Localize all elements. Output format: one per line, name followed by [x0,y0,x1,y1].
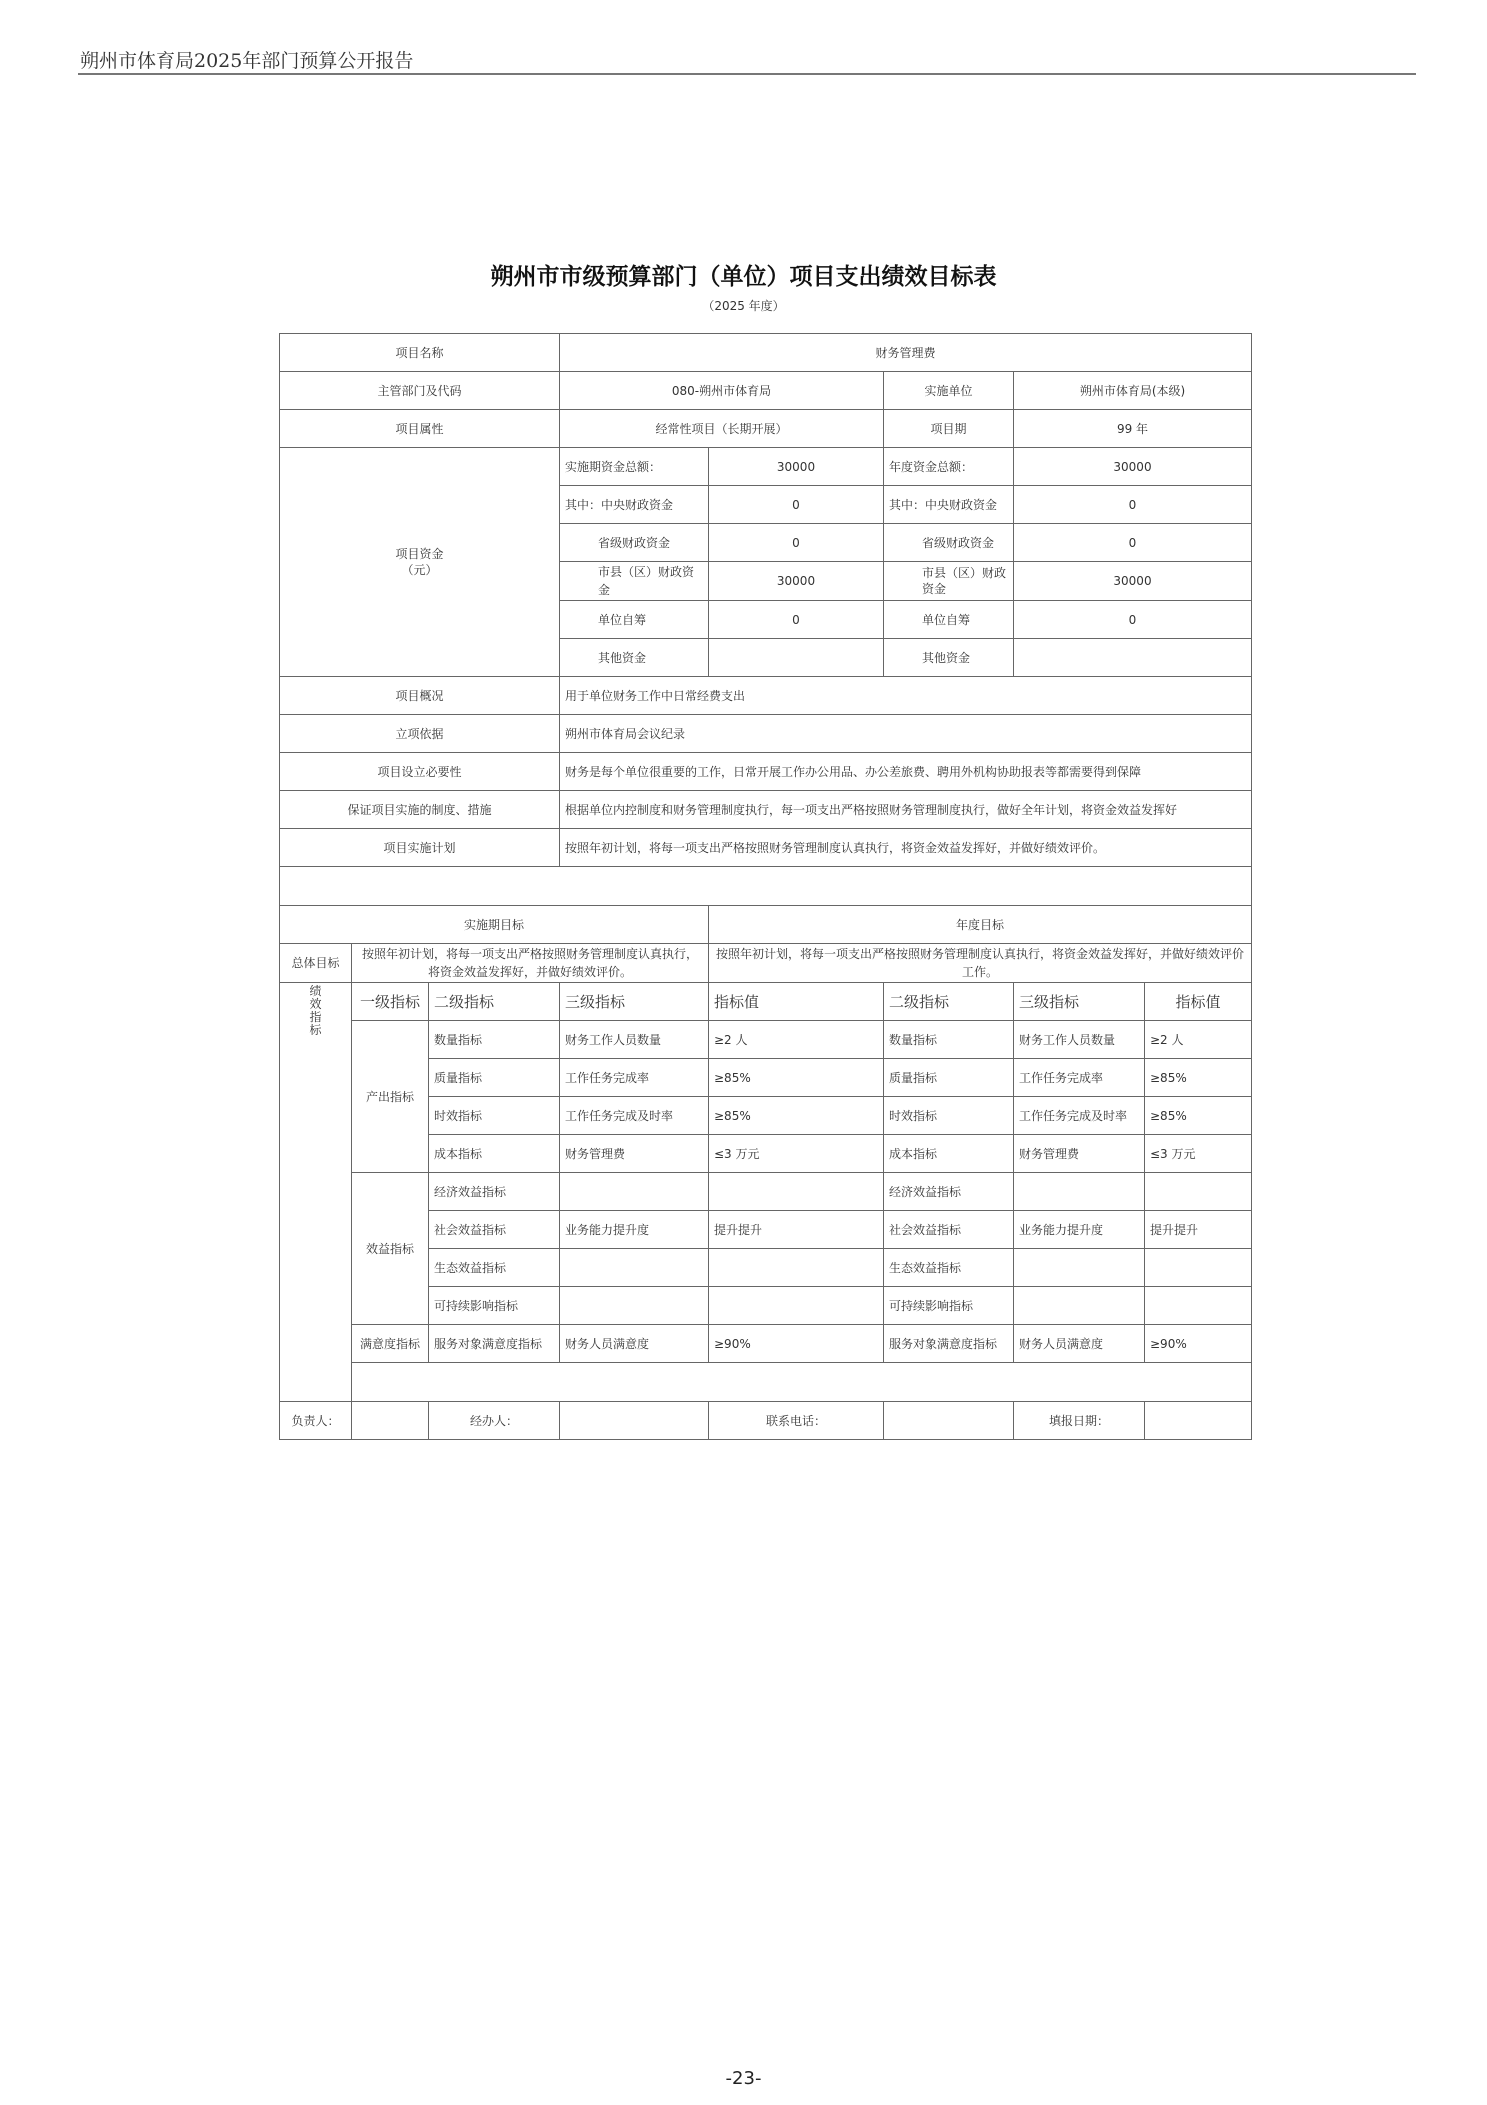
period-value: 99 年 [1014,410,1252,448]
level2-cell: 服务对象满意度指标 [429,1325,560,1363]
level2-cell: 可持续影响指标 [429,1287,560,1325]
fund-central-value: 0 [709,486,884,524]
period-goal-header: 实施期目标 [280,906,709,944]
date-label: 填报日期： [1014,1402,1145,1440]
fund-other-annual-value [1014,639,1252,677]
fund-other-value [709,639,884,677]
necessity-label: 项目设立必要性 [280,753,560,791]
period-goal-text: 按照年初计划，将每一项支出严格按照财务管理制度认真执行，将资金效益发挥好，并做好绩效评价。 [352,944,709,983]
basis-value: 朔州市体育局会议纪录 [560,715,1252,753]
unit-value: 朔州市体育局(本级) [1014,372,1252,410]
fund-label [280,448,560,677]
value-cell: ≤3 万元 [709,1135,884,1173]
level3-cell: 财务管理费 [560,1135,709,1173]
annual-value-cell: ≤3 万元 [1145,1135,1252,1173]
spacer-cell [352,1363,1252,1402]
level3-cell: 财务工作人员数量 [560,1021,709,1059]
value-cell: 提升提升 [709,1211,884,1249]
department-value: 080-朔州市体育局 [560,372,884,410]
annual-value-cell: ≥2 人 [1145,1021,1252,1059]
row-necessity [280,753,1252,791]
measures-value: 根据单位内控制度和财务管理制度执行，每一项支出严格按照财务管理制度执行，做好全年计划，将资金效益发挥好 [560,791,1252,829]
row-project-name [280,334,1252,372]
annual-level2-cell: 成本指标 [884,1135,1014,1173]
row-plan [280,829,1252,867]
row-fund-total [280,448,1252,486]
fund-self-value: 0 [709,601,884,639]
header-annual-level3: 三级指标 [1014,983,1145,1021]
row-attribute [280,410,1252,448]
row-spacer-2 [280,1363,1252,1402]
annual-level3-cell: 财务工作人员数量 [1014,1021,1145,1059]
level1-benefit: 效益指标 [352,1173,429,1325]
annual-value-cell [1145,1287,1252,1325]
overall-goal-label: 总体目标 [280,944,352,983]
fund-other-annual-label: 其他资金 [884,639,1014,677]
fund-central-annual-value: 0 [1014,486,1252,524]
annual-level2-cell: 生态效益指标 [884,1249,1014,1287]
level3-cell: 财务人员满意度 [560,1325,709,1363]
row-measures [280,791,1252,829]
table-row [280,1021,1252,1059]
overview-value: 用于单位财务工作中日常经费支出 [560,677,1252,715]
header-level1: 一级指标 [352,983,429,1021]
annual-goal-header: 年度目标 [709,906,1252,944]
annual-level2-cell: 经济效益指标 [884,1173,1014,1211]
handler-value [560,1402,709,1440]
value-cell: ≥85% [709,1097,884,1135]
project-name-value: 财务管理费 [560,334,1252,372]
measures-label: 保证项目实施的制度、措施 [280,791,560,829]
annual-value-cell: ≥85% [1145,1097,1252,1135]
annual-level2-cell: 数量指标 [884,1021,1014,1059]
fund-self-annual-value: 0 [1014,601,1252,639]
annual-level3-cell: 财务管理费 [1014,1135,1145,1173]
fund-province-value: 0 [709,524,884,562]
value-cell: ≥85% [709,1059,884,1097]
plan-label: 项目实施计划 [280,829,560,867]
level1-satisfaction: 满意度指标 [352,1325,429,1363]
level2-cell: 质量指标 [429,1059,560,1097]
level3-cell: 工作任务完成率 [560,1059,709,1097]
level2-cell: 数量指标 [429,1021,560,1059]
annual-level3-cell: 工作任务完成率 [1014,1059,1145,1097]
fund-province-annual-value: 0 [1014,524,1252,562]
phone-label: 联系电话： [709,1402,884,1440]
annual-value-cell: ≥85% [1145,1059,1252,1097]
header-level2: 二级指标 [429,983,560,1021]
spacer-cell [280,867,1252,906]
row-basis [280,715,1252,753]
level3-cell [560,1173,709,1211]
level1-output: 产出指标 [352,1021,429,1173]
level3-cell [560,1249,709,1287]
row-department [280,372,1252,410]
attribute-value: 经常性项目（长期开展） [560,410,884,448]
period-label: 项目期 [884,410,1014,448]
fund-label-line2: （元） [401,563,438,577]
plan-value: 按照年初计划，将每一项支出严格按照财务管理制度认真执行，将资金效益发挥好，并做好绩效评价。 [560,829,1252,867]
table-row [280,1173,1252,1211]
phone-value [884,1402,1014,1440]
level3-cell: 工作任务完成及时率 [560,1097,709,1135]
handler-label: 经办人： [429,1402,560,1440]
level2-cell: 社会效益指标 [429,1211,560,1249]
owner-value [352,1402,429,1440]
fund-city-value: 30000 [709,562,884,601]
header-annual-value: 指标值 [1145,983,1252,1021]
necessity-value: 财务是每个单位很重要的工作，日常开展工作办公用品、办公差旅费、聘用外机构协助报表等都需要得到保障 [560,753,1252,791]
indicators-section-label: 绩效指标 [280,983,352,1402]
overview-label: 项目概况 [280,677,560,715]
row-overall-goal [280,944,1252,983]
fund-label-line1: 项目资金 [395,547,444,561]
value-cell [709,1173,884,1211]
fund-province-label: 省级财政资金 [560,524,709,562]
fund-total-label: 实施期资金总额： [560,448,709,486]
level2-cell: 生态效益指标 [429,1249,560,1287]
attribute-label: 项目属性 [280,410,560,448]
owner-label: 负责人： [280,1402,352,1440]
header-rule [78,73,1416,75]
annual-value-cell [1145,1249,1252,1287]
value-cell [709,1287,884,1325]
row-spacer-1 [280,867,1252,906]
table-row [280,1325,1252,1363]
annual-level3-cell [1014,1249,1145,1287]
annual-value-cell: ≥90% [1145,1325,1252,1363]
fund-other-label: 其他资金 [560,639,709,677]
fund-province-annual-label: 省级财政资金 [884,524,1014,562]
annual-level2-cell: 服务对象满意度指标 [884,1325,1014,1363]
project-name-label: 项目名称 [280,334,560,372]
date-value [1145,1402,1252,1440]
annual-level2-cell: 可持续影响指标 [884,1287,1014,1325]
performance-target-table [279,333,1252,1440]
row-overview [280,677,1252,715]
value-cell [709,1249,884,1287]
fund-annual-value: 30000 [1014,448,1252,486]
value-cell: ≥90% [709,1325,884,1363]
annual-level3-cell: 业务能力提升度 [1014,1211,1145,1249]
document-year: （2025 年度） [702,299,785,313]
annual-level2-cell: 社会效益指标 [884,1211,1014,1249]
basis-label: 立项依据 [280,715,560,753]
running-header: 朔州市体育局2025年部门预算公开报告 [80,50,414,72]
row-goal-headers [280,906,1252,944]
fund-annual-label: 年度资金总额： [884,448,1014,486]
document-title: 朔州市市级预算部门（单位）项目支出绩效目标表 [490,264,997,290]
fund-self-label: 单位自筹 [560,601,709,639]
level2-cell: 时效指标 [429,1097,560,1135]
fund-city-annual-value: 30000 [1014,562,1252,601]
fund-central-annual-label: 其中：中央财政资金 [884,486,1014,524]
fund-city-label: 市县（区）财政资金 [560,562,709,601]
level3-cell: 业务能力提升度 [560,1211,709,1249]
annual-level3-cell: 财务人员满意度 [1014,1325,1145,1363]
level2-cell: 成本指标 [429,1135,560,1173]
annual-level3-cell: 工作任务完成及时率 [1014,1097,1145,1135]
unit-label: 实施单位 [884,372,1014,410]
annual-level3-cell [1014,1287,1145,1325]
fund-central-label: 其中：中央财政资金 [560,486,709,524]
header-level3: 三级指标 [560,983,709,1021]
page-number: -23- [725,2068,762,2089]
fund-self-annual-label: 单位自筹 [884,601,1014,639]
department-label: 主管部门及代码 [280,372,560,410]
annual-value-cell: 提升提升 [1145,1211,1252,1249]
annual-goal-text: 按照年初计划，将每一项支出严格按照财务管理制度认真执行，将资金效益发挥好，并做好绩效评价工作。 [709,944,1252,983]
row-indicator-headers [280,983,1252,1021]
annual-level3-cell [1014,1173,1145,1211]
level3-cell [560,1287,709,1325]
header-value: 指标值 [709,983,884,1021]
header-annual-level2: 二级指标 [884,983,1014,1021]
value-cell: ≥2 人 [709,1021,884,1059]
fund-city-annual-label: 市县（区）财政资金 [884,562,1014,601]
row-signatures [280,1402,1252,1440]
fund-total-value: 30000 [709,448,884,486]
annual-value-cell [1145,1173,1252,1211]
level2-cell: 经济效益指标 [429,1173,560,1211]
annual-level2-cell: 质量指标 [884,1059,1014,1097]
annual-level2-cell: 时效指标 [884,1097,1014,1135]
